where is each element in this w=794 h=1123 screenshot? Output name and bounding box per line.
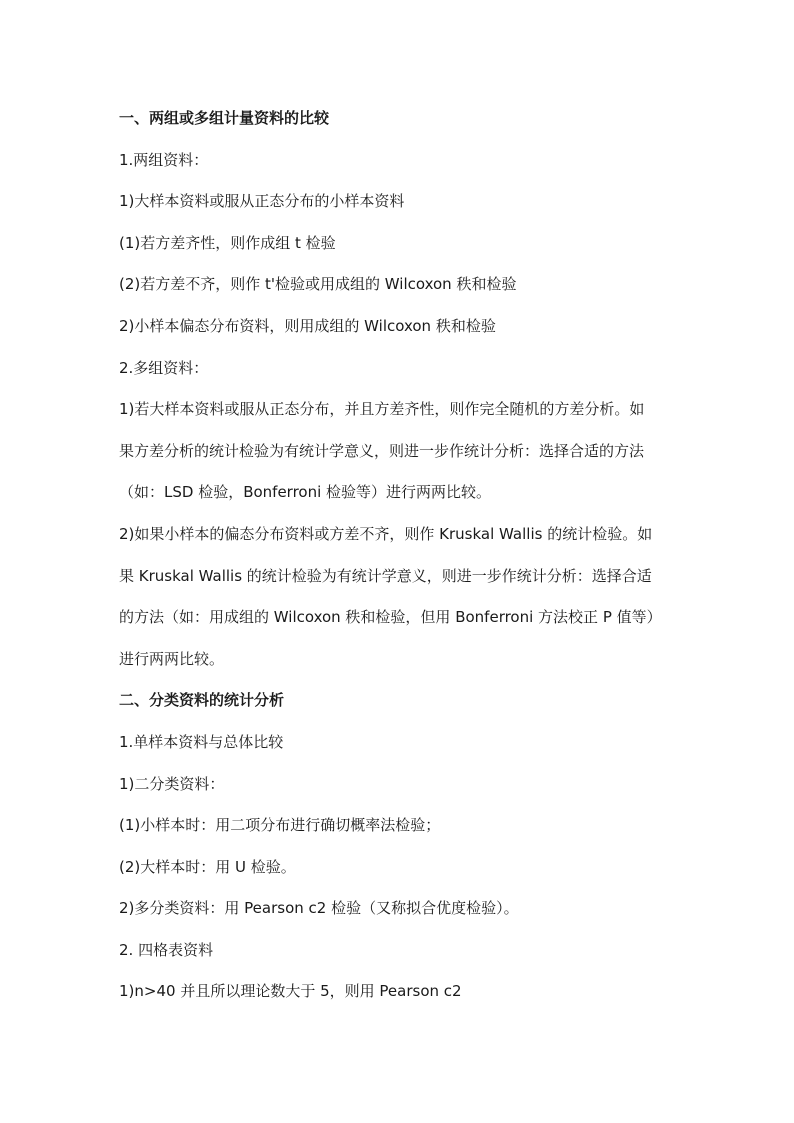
paragraph-line: 果方差分析的统计检验为有统计学意义，则进一步作统计分析：选择合适的方法 — [119, 441, 645, 460]
text-line: 2.多组资料： — [119, 358, 209, 377]
paragraph-line: 的方法（如：用成组的 Wilcoxon 秩和检验，但用 Bonferroni 方法校正 P 值等） — [119, 608, 662, 627]
text-line: 1)二分类资料： — [119, 774, 225, 793]
section-heading-1: 一、两组或多组计量资料的比较 — [119, 109, 330, 127]
text-line: (1)若方差齐性，则作成组 t 检验 — [119, 233, 336, 252]
text-line: 2. 四格表资料 — [119, 940, 214, 959]
paragraph-line: 果 Kruskal Wallis 的统计检验为有统计学意义，则进一步作统计分析：选择合适 — [119, 566, 652, 585]
paragraph-line: 2)如果小样本的偏态分布资料或方差不齐，则作 Kruskal Wallis 的统计检验。如 — [119, 524, 653, 543]
paragraph-line: （如：LSD 检验，Bonferroni 检验等）进行两两比较。 — [119, 483, 492, 502]
section-heading-2: 二、分类资料的统计分析 — [119, 691, 285, 710]
text-line: 1)大样本资料或服从正态分布的小样本资料 — [119, 192, 405, 211]
text-line: (2)大样本时：用 U 检验。 — [119, 857, 296, 876]
paragraph-line: 1)若大样本资料或服从正态分布，并且方差齐性，则作完全随机的方差分析。如 — [119, 400, 645, 419]
document-body — [119, 98, 679, 1013]
text-line: 2)小样本偏态分布资料，则用成组的 Wilcoxon 秩和检验 — [119, 316, 496, 335]
text-line: (2)若方差不齐，则作 t'检验或用成组的 Wilcoxon 秩和检验 — [119, 275, 517, 294]
text-line: 1.两组资料： — [119, 150, 209, 169]
text-line: (1)小样本时：用二项分布进行确切概率法检验； — [119, 816, 441, 835]
text-line: 1.单样本资料与总体比较 — [119, 732, 284, 751]
text-line: 2)多分类资料：用 Pearson c2 检验（又称拟合优度检验）。 — [119, 899, 519, 918]
paragraph-line: 进行两两比较。 — [119, 649, 225, 668]
text-line: 1)n>40 并且所以理论数大于 5，则用 Pearson c2 — [119, 982, 462, 1001]
